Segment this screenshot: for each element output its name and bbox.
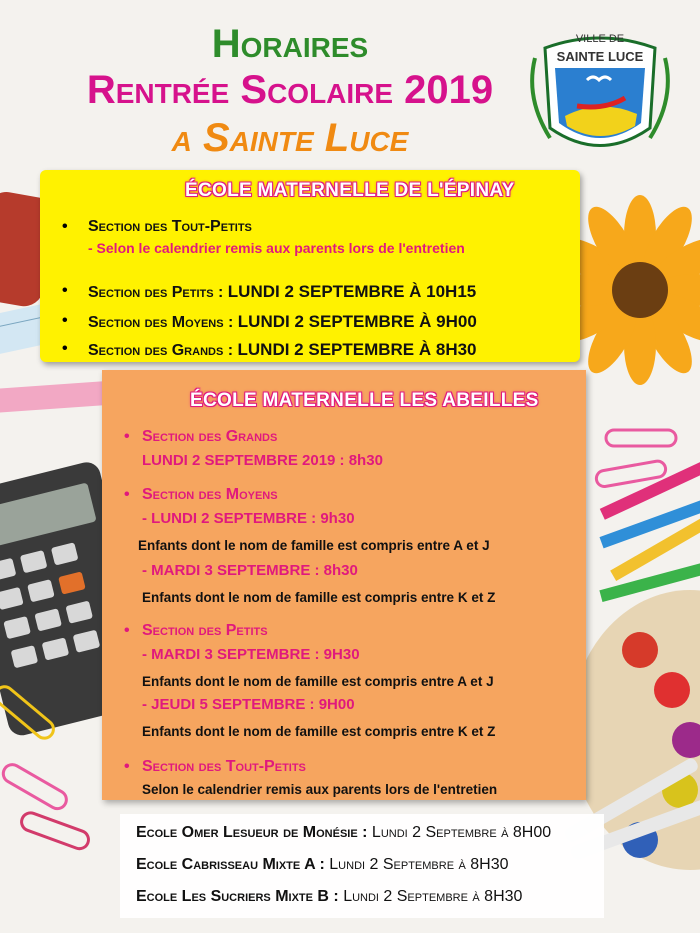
abeilles-moyens: • Section des Moyens [142,486,278,504]
epinay-tout-petits-note: - Selon le calendrier remis aux parents lors de l'entretien [88,240,465,256]
abeilles-moyens-note1: Enfants dont le nom de famille est compris entre A et J [138,538,490,553]
logo-ville-de-text: VILLE DE [575,33,625,45]
epinay-petits-row [88,282,476,302]
abeilles-moyens-note2: Enfants dont le nom de famille est compris entre K et Z [142,590,496,605]
abeilles-grands-date: LUNDI 2 SEPTEMBRE 2019 : 8h30 [142,452,383,469]
epinay-petits-date: LUNDI 2 SEPTEMBRE À 10H15 [227,282,477,301]
ville-sainte-luce-logo [525,18,675,168]
logo-name-text: SAINTE LUCE [556,49,644,64]
epinay-moyens-label: Section des Moyens : [88,314,238,331]
abeilles-petits-note1: Enfants dont le nom de famille est compris entre A et J [142,674,494,689]
abeilles-heading: ÉCOLE MATERNELLE LES ABEILLES [190,390,539,411]
abeilles-petits-date2: - JEUDI 5 SEPTEMBRE : 9H00 [142,696,355,713]
abeilles-tout-petits: • Section des Tout-Petits [142,758,306,776]
title-rentree-scolaire: Rentrée Scolaire 2019 [86,68,494,112]
pink-ruler-decoration [0,381,111,413]
abeilles-moyens-date2: - MARDI 3 SEPTEMBRE : 8h30 [142,562,358,579]
sucriers-date: Lundi 2 Septembre à 8H30 [343,888,523,905]
omer-lesueur-name: Ecole Omer Lesueur de Monésie : [136,824,372,841]
epinay-grands-row [88,340,477,360]
omer-lesueur-date: Lundi 2 Septembre à 8H00 [371,824,552,841]
cabrisseau-row [136,856,509,874]
abeilles-petits-note2: Enfants dont le nom de famille est compris entre K et Z [142,724,496,739]
abeilles-grands: • Section des Grands [142,428,277,446]
epinay-moyens-date: LUNDI 2 SEPTEMBRE À 9H00 [237,312,477,331]
epinay-moyens-row [88,312,477,332]
sucriers-name: Ecole Les Sucriers Mixte B : [136,888,344,905]
epinay-panel [40,170,580,362]
title-sainte-luce: a Sainte Luce [171,116,409,160]
abeilles-moyens-date1: - LUNDI 2 SEPTEMBRE : 9h30 [142,510,355,527]
cabrisseau-name: Ecole Cabrisseau Mixte A : [136,856,330,873]
title-horaires: Horaires [211,22,369,66]
omer-lesueur-row [136,824,551,842]
abeilles-petits: • Section des Petits [142,622,268,640]
abeilles-panel [102,370,586,800]
pencils-decoration [599,450,700,602]
epinay-heading: ÉCOLE MATERNELLE DE L'ÉPINAY [185,180,515,201]
epinay-tout-petits: • Section des Tout-Petits [88,218,252,236]
epinay-grands-label: Section des Grands : [88,342,238,359]
abeilles-tout-petits-note: Selon le calendrier remis aux parents lors de l'entretien [142,782,498,797]
cabrisseau-date: Lundi 2 Septembre à 8H30 [329,856,509,873]
epinay-petits-label: Section des Petits : [88,284,228,301]
other-schools-panel [120,814,604,918]
abeilles-petits-date1: - MARDI 3 SEPTEMBRE : 9H30 [142,646,360,663]
epinay-grands-date: LUNDI 2 SEPTEMBRE À 8H30 [237,340,477,359]
sucriers-row [136,888,522,906]
